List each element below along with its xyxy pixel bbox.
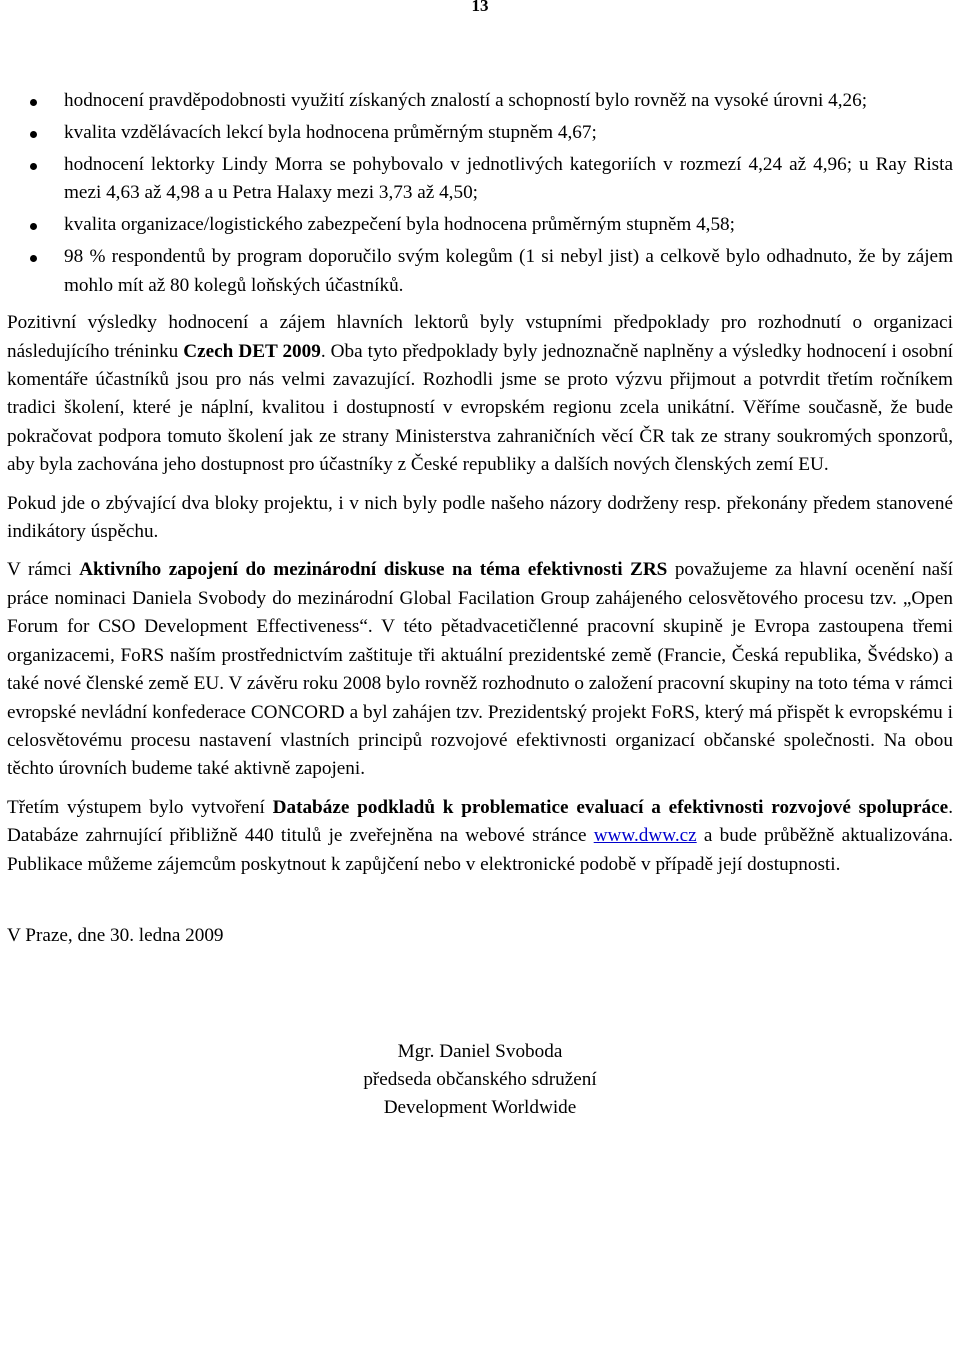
- paragraph-text: Třetím výstupem bylo vytvoření: [7, 796, 273, 818]
- paragraph-text: . Oba tyto předpoklady byly jednoznačně naplněny a výsledky hodnocení i osobní komentáře účastníků jsou pro nás velmi zavazující. Rozhodli jsme se proto výzvu přijmout a potvrdit třetím ročníkem tradici školení, které je náplní, kvalitou i dostupností v evropském regionu zcela unikátní. Věříme současně, že bude pokračovat podpora tomuto školení jak ze strany Ministerstva zahraničních věcí ČR tak ze strany soukromých sponzorů, aby byla zachována jeho dostupnost pro účastníky z České republiky a dalších nových členských zemí EU.: [7, 340, 953, 476]
- signatory-role: předseda občanského sdružení: [363, 1069, 597, 1091]
- paragraph-text: Pozitivní výsledky hodnocení a zájem hlavních lektorů byly vstupními předpoklady pro rozhodnutí o organizaci následujícího tréninku: [7, 312, 953, 362]
- paragraph-text: a bude průběžně aktualizována. Publikace můžeme zájemcům poskytnout k zapůjčení nebo v elektronické podobě v případě její dostupnosti.: [7, 825, 954, 875]
- signatory-name: Mgr. Daniel Svoboda: [397, 1041, 563, 1063]
- paragraph-international-discussion: [7, 556, 953, 783]
- bold-text: Czech DET 2009: [183, 340, 321, 362]
- list-item: kvalita organizace/logistického zabezpečení byla hodnocena průměrným stupněm 4,58;: [7, 211, 953, 239]
- list-item: 98 % respondentů by program doporučilo svým kolegům (1 si nebyl jist) a celkově bylo odhadnuto, že by zájem mohlo mít až 80 kolegů loňských účastníků.: [7, 243, 953, 300]
- bold-text: Databáze podkladů k problematice evaluací a efektivnosti rozvojové spolupráce: [272, 796, 949, 818]
- paragraph-text: . Databáze zahrnující přibližně 440 titulů je zveřejněna na webové stránce: [7, 796, 953, 847]
- paragraph-project-blocks: Pokud jde o zbývající dva bloky projektu, i v nich byly podle našeho názory dodrženy resp. překonány předem stanovené indikátory úspěchu.: [7, 492, 953, 543]
- list-item: hodnocení pravděpodobnosti využití získaných znalostí a schopností bylo rovněž na vysoké úrovni 4,26;: [7, 87, 953, 115]
- list-item: hodnocení lektorky Lindy Morra se pohybovalo v jednotlivých kategoriích v rozmezí 4,24 až 4,96; u Ray Rista mezi 4,63 až 4,98 a u Petra Halaxy mezi 3,73 až 4,50;: [7, 151, 953, 208]
- paragraph-text: považujeme za hlavní ocenění naší práce nominaci Daniela Svobody do mezinárodní Global Facilation Group zahájeného celosvětového procesu tzv. „Open Forum for CSO Development Effectiveness“. V této pětadvacetičlenné pracovní skupině je Evropa zastoupena třemi organizacemi, FoRS naším prostřednictvím zaštituje tři aktuální prezidentské země (Francie, Česká republika, Švédsko) a také nové členské země EU. V závěru roku 2008 bylo rovněž rozhodnuto o založení pracovní skupiny na toto téma v rámci evropské nevládní konfederace CONCORD a byl zahájen tzv. Prezidentský projekt FoRS, který má přispět k evropskému i celosvětovému procesu nastavení vlastních principů rozvojové efektivnosti organizací občanské společnosti. Na obou těchto úrovních budeme také aktivně zapojeni.: [7, 559, 953, 780]
- website-link[interactable]: www.dww.cz: [593, 825, 697, 847]
- list-item: kvalita vzdělávacích lekcí byla hodnocena průměrným stupněm 4,67;: [7, 119, 953, 147]
- signature-block: [7, 1038, 953, 1122]
- paragraph-text: V rámci: [7, 559, 80, 581]
- page-number: 13: [471, 0, 489, 15]
- paragraph-training: [7, 309, 953, 479]
- paragraph-database: [7, 794, 953, 879]
- signatory-organization: Development Worldwide: [383, 1097, 577, 1119]
- evaluation-results-list: [7, 87, 953, 300]
- document-body: [7, 87, 953, 1122]
- date-line: V Praze, dne 30. ledna 2009: [7, 924, 224, 946]
- bold-text: Aktivního zapojení do mezinárodní diskuse na téma efektivnosti ZRS: [79, 559, 668, 581]
